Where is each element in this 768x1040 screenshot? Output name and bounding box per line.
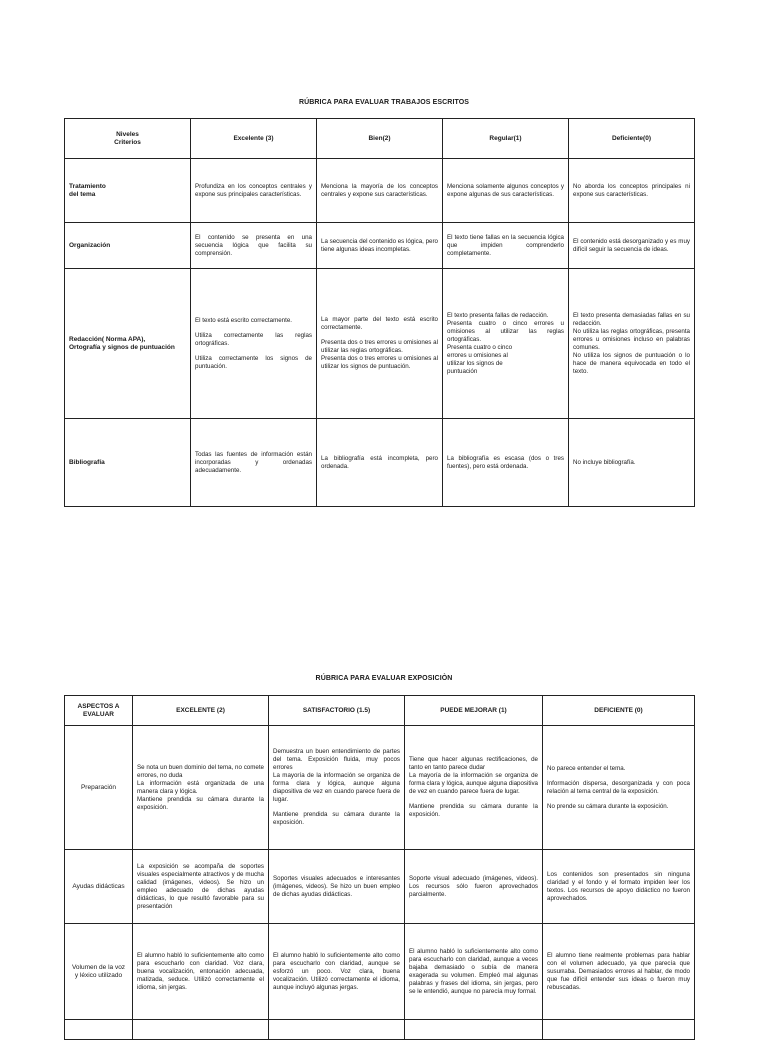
cell-text: El alumno habló lo suficientemente alto como para escucharlo con claridad. Voz clara, buena vocalización, entonación adecuada, matizada, seduce. Utilizó correctamente el idioma, sin jergas. (137, 951, 264, 991)
table-header-row (65, 696, 695, 726)
table-row (65, 159, 695, 223)
cell-text: Profundiza en los conceptos centrales y expone sus principales características. (195, 182, 312, 198)
criterion-label: Bibliografía (65, 419, 191, 507)
table-row (65, 269, 695, 419)
aspect-label: Ayudas didácticas (65, 850, 133, 924)
cell-text: Los contenidos son presentados sin ninguna claridad y el fondo y el formato impiden leer los textos. Los recursos de apoyo didáctico no fueron aprovechados. (547, 870, 690, 902)
cell-text: Demuestra un buen entendimiento de partes del tema. Exposición fluida, muy pocos errores La mayoría de la información se organiza de forma clara y lógica, aunque alguna diapositiva de vez en cuando parece fuera de lugar. (273, 748, 400, 803)
cell-text: Se nota un buen dominio del tema, no comete errores, no duda La información está organizada de una manera clara y lógica. Mantiene prendida su cámara durante la exposición. (137, 763, 264, 811)
cell-text: El contenido está desorganizado y es muy difícil seguir la secuencia de ideas. (573, 237, 690, 253)
header-criteria: Niveles Criterios (65, 119, 191, 159)
header-level: EXCELENTE (2) (133, 696, 269, 726)
cell-text: La bibliografía es escasa (dos o tres fuentes), pero está ordenada. (447, 454, 564, 470)
rubric-written-table (64, 118, 695, 507)
rubric-exposition-table (64, 695, 695, 1040)
table-row (65, 223, 695, 269)
header-level: Excelente (3) (191, 119, 317, 159)
cell-text: Menciona la mayoría de los conceptos centrales y expone sus características. (321, 182, 438, 198)
rubric-exposition-title: RÚBRICA PARA EVALUAR EXPOSICIÒN (315, 675, 453, 682)
cell-text: No incluye bibliografía. (573, 458, 636, 466)
cell-text: Utiliza correctamente los signos de puntuación. (195, 354, 312, 370)
cell-text: El alumno habló lo suficientemente alto como para escucharlo con claridad, aunque a veces bajaba demasiado o subía de manera exagerada su volumen. Empleó mal algunas palabras y frases del idioma, sin jergas, pero se le entendió, aunque no parecía muy formal. (409, 947, 538, 995)
cell-text: El alumno habló lo suficientemente alto como para escucharlo con claridad, aunque se esforzó un poco. Voz clara, buena vocalización. Utilizó correctamente el idioma, aunque incluyó algunas jergas. (273, 951, 400, 991)
cell-text: La secuencia del contenido es lógica, pero tiene algunas ideas incompletas. (321, 237, 438, 253)
aspect-label: Volumen de la voz y léxico utilizado (65, 924, 133, 1020)
aspect-label: Preparación (65, 726, 133, 850)
table-row-partial (65, 1020, 695, 1040)
cell-text: No aborda los conceptos principales ni expone sus características. (573, 182, 690, 198)
cell-text: El texto presenta demasiadas fallas en su redacción. No utiliza las reglas ortográficas, presenta errores u omisiones incluso en palabras comunes. No utiliza los signos de puntuación o lo hace de manera equivocada en todo el texto. (573, 311, 690, 375)
cell-text: Presenta dos o tres errores u omisiones al utilizar las reglas ortográficas. Presenta dos o tres errores u omisiones al utilizar los signos de puntuación. (321, 339, 438, 370)
criterion-label: Redacción( Norma APA), Ortografía y signos de puntuación (65, 269, 191, 419)
cell-text: No parece entender el tema. (547, 764, 626, 772)
criterion-label: Organización (65, 223, 191, 269)
cell-text: El texto tiene fallas en la secuencia lógica que impiden comprenderlo completamente. (447, 233, 564, 257)
cell-text: La mayor parte del texto está escrito correctamente. (321, 316, 438, 331)
table-row (65, 850, 695, 924)
header-level: SATISFACTORIO (1.5) (269, 696, 405, 726)
rubric-written-title: RÚBRICA PARA EVALUAR TRABAJOS ESCRITOS (298, 99, 470, 106)
header-level: PUEDE MEJORAR (1) (405, 696, 543, 726)
cell-text: Menciona solamente algunos conceptos y expone algunas de sus características. (447, 182, 564, 198)
cell-text: Soporte visual adecuado (imágenes, videos). Los recursos sólo fueron aprovechados parcialmente. (409, 874, 538, 898)
header-level: Regular(1) (443, 119, 569, 159)
criterion-label: Tratamiento del tema (65, 159, 191, 223)
table-row (65, 419, 695, 507)
table-row (65, 726, 695, 850)
table-row (65, 924, 695, 1020)
cell-text: El contenido se presenta en una secuencia lógica que facilita su comprensión. (195, 233, 312, 257)
header-level: Bien(2) (317, 119, 443, 159)
cell-text: La bibliografía está incompleta, pero ordenada. (321, 454, 438, 470)
cell-text: El texto presenta fallas de redacción. Presenta cuatro o cinco errores u omisiones al utilizar las reglas ortográficas. Presenta cuatro o cinco errores u omisiones al utilizar los signos de puntuación (447, 311, 564, 375)
cell-text: La exposición se acompaña de soportes visuales especialmente atractivos y de mucha calidad (imágenes, videos). Se hizo un empleo adecuado de dichas ayudas didácticas, lo que resultó favorable para su presentación (137, 862, 264, 910)
cell-text: Soportes visuales adecuados e interesantes (imágenes, videos). Se hizo un buen empleo de dichas ayudas didácticas. (273, 874, 400, 898)
cell-text: El texto está escrito correctamente. (195, 316, 292, 324)
cell-text: Todas las fuentes de información están incorporadas y ordenadas adecuadamente. (195, 450, 312, 474)
cell-text: El alumno tiene realmente problemas para hablar con el volumen adecuado, ya que parecía que susurraba. Demasiados errores al hablar, de modo que fue difícil entender sus ideas o fueron muy rebuscadas. (547, 951, 690, 991)
cell-text: No prende su cámara durante la exposición. (547, 802, 669, 810)
cell-text: Mantiene prendida su cámara durante la exposición. (409, 803, 538, 818)
cell-text: Utiliza correctamente las reglas ortográficas. (195, 331, 312, 347)
header-level: Deficiente(0) (569, 119, 695, 159)
table-header-row (65, 119, 695, 159)
cell-text: Mantiene prendida su cámara durante la exposición. (273, 811, 400, 826)
header-level: DEFICIENTE (0) (543, 696, 695, 726)
cell-text: Información dispersa, desorganizada y con poca relación al tema central de la exposición. (547, 779, 690, 795)
cell-text: Tiene que hacer algunas rectificaciones, de tanto en tanto parece dudar La mayoría de la información se organiza de forma clara y lógica, aunque alguna diapositiva de vez en cuando parece fuera de lugar. (409, 756, 538, 795)
header-aspects: ASPECTOS A EVALUAR (65, 696, 133, 726)
